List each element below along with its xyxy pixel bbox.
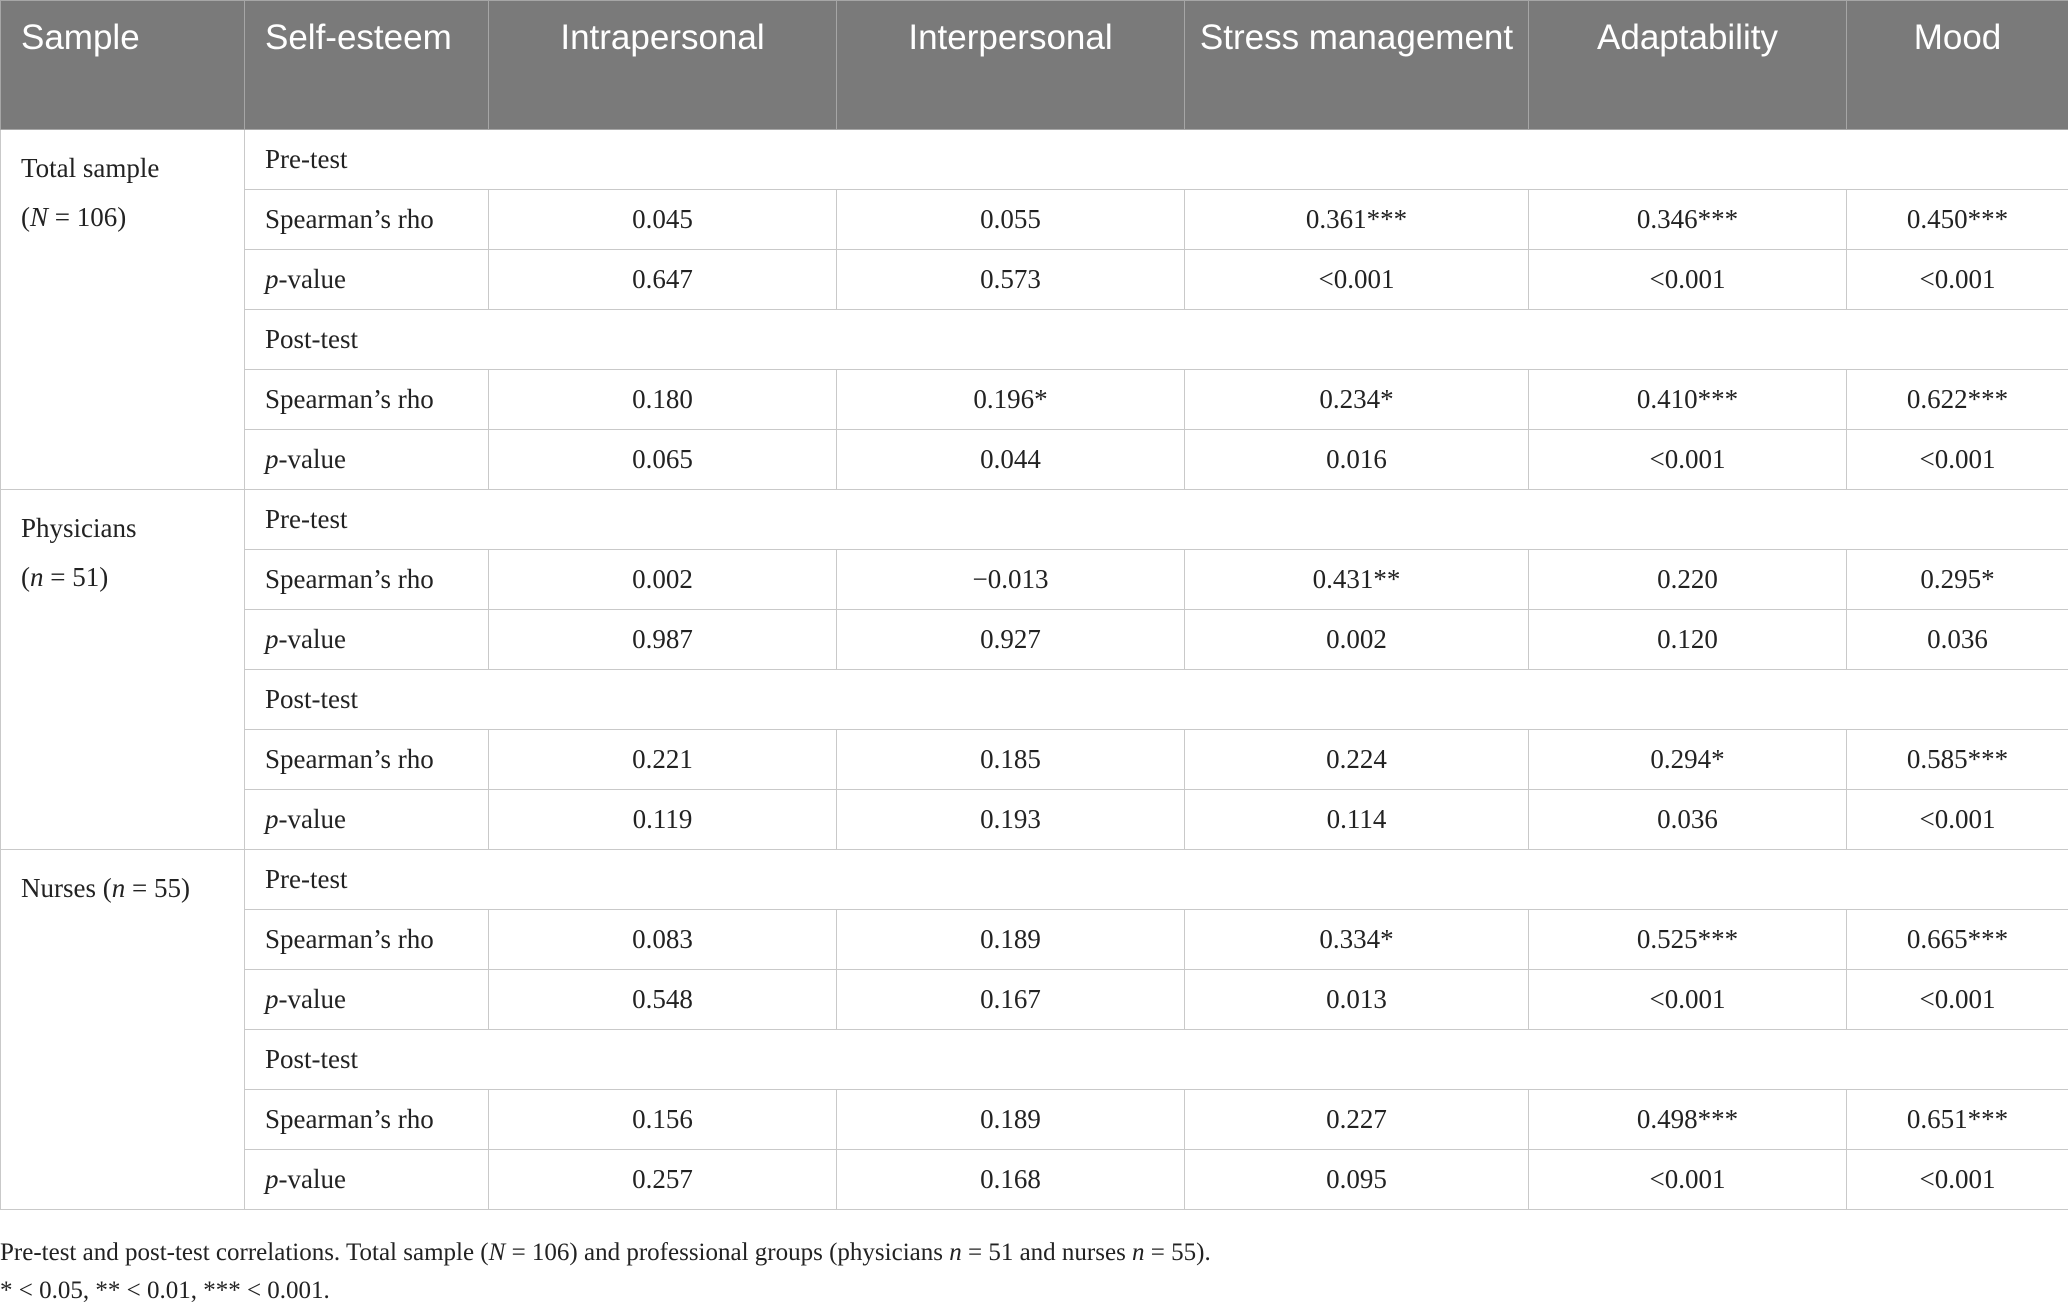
phase-row <box>1 670 2068 730</box>
stat-label-rho: Spearman’s rho <box>245 1090 489 1150</box>
table-row <box>1 430 2068 490</box>
rho-cell: 0.189 <box>837 1090 1185 1150</box>
phase-row <box>1 130 2068 190</box>
p-value-cell: 0.120 <box>1529 610 1847 670</box>
stat-label-rho: Spearman’s rho <box>245 370 489 430</box>
rho-cell: 0.361*** <box>1185 190 1529 250</box>
p-value-cell: <0.001 <box>1529 970 1847 1030</box>
p-value-cell: 0.002 <box>1185 610 1529 670</box>
p-value-cell: <0.001 <box>1847 790 2068 850</box>
table-row <box>1 1150 2068 1210</box>
rho-cell: 0.498*** <box>1529 1090 1847 1150</box>
rho-cell: 0.234* <box>1185 370 1529 430</box>
p-value-cell: 0.013 <box>1185 970 1529 1030</box>
table-row <box>1 370 2068 430</box>
stat-label-rho: Spearman’s rho <box>245 910 489 970</box>
rho-cell: 0.431** <box>1185 550 1529 610</box>
rho-cell: 0.055 <box>837 190 1185 250</box>
phase-label: Pre-test <box>245 850 2068 910</box>
header-adaptability: Adaptability <box>1529 1 1847 130</box>
header-intrapersonal: Intrapersonal <box>489 1 837 130</box>
p-value-cell: <0.001 <box>1847 430 2068 490</box>
rho-cell: 0.622*** <box>1847 370 2068 430</box>
rho-cell: 0.156 <box>489 1090 837 1150</box>
header-interpersonal: Interpersonal <box>837 1 1185 130</box>
stat-label-rho: Spearman’s rho <box>245 730 489 790</box>
phase-label: Post-test <box>245 670 2068 730</box>
rho-cell: 0.185 <box>837 730 1185 790</box>
stat-label-p-value: p-value <box>245 790 489 850</box>
p-value-cell: 0.193 <box>837 790 1185 850</box>
p-value-cell: 0.548 <box>489 970 837 1030</box>
p-value-cell: <0.001 <box>1529 1150 1847 1210</box>
table-row <box>1 610 2068 670</box>
table-row <box>1 910 2068 970</box>
rho-cell: 0.220 <box>1529 550 1847 610</box>
p-value-cell: 0.167 <box>837 970 1185 1030</box>
table-row <box>1 250 2068 310</box>
caption-line-1: Pre-test and post-test correlations. Total sample (N = 106) and professional groups (physicians n = 51 and nurses n = 55). <box>0 1239 1211 1266</box>
rho-cell: 0.002 <box>489 550 837 610</box>
caption-significance-note: * < 0.05, ** < 0.01, *** < 0.001. <box>0 1277 330 1304</box>
sample-group-label: Physicians (n = 51) <box>1 490 245 850</box>
table-caption <box>0 1234 2060 1310</box>
phase-row <box>1 850 2068 910</box>
table-row <box>1 790 2068 850</box>
stat-label-p-value: p-value <box>245 970 489 1030</box>
header-stress-management: Stress management <box>1185 1 1529 130</box>
header-sample: Sample <box>1 1 245 130</box>
rho-cell: 0.450*** <box>1847 190 2068 250</box>
stat-label-p-value: p-value <box>245 430 489 490</box>
rho-cell: 0.180 <box>489 370 837 430</box>
sample-group-label: Total sample (N = 106) <box>1 130 245 490</box>
p-value-cell: <0.001 <box>1185 250 1529 310</box>
p-value-cell: <0.001 <box>1529 250 1847 310</box>
p-value-cell: <0.001 <box>1847 1150 2068 1210</box>
rho-cell: 0.665*** <box>1847 910 2068 970</box>
rho-cell: 0.651*** <box>1847 1090 2068 1150</box>
p-value-cell: 0.927 <box>837 610 1185 670</box>
table-row <box>1 550 2068 610</box>
phase-row <box>1 490 2068 550</box>
rho-cell: 0.585*** <box>1847 730 2068 790</box>
stat-label-p-value: p-value <box>245 250 489 310</box>
table-header <box>1 1 2068 130</box>
p-value-cell: <0.001 <box>1847 970 2068 1030</box>
p-value-cell: 0.036 <box>1529 790 1847 850</box>
phase-row <box>1 310 2068 370</box>
rho-cell: 0.227 <box>1185 1090 1529 1150</box>
phase-label: Pre-test <box>245 490 2068 550</box>
sample-group-label: Nurses (n = 55) <box>1 850 245 1210</box>
table-row <box>1 970 2068 1030</box>
phase-row <box>1 1030 2068 1090</box>
rho-cell: 0.295* <box>1847 550 2068 610</box>
rho-cell: 0.334* <box>1185 910 1529 970</box>
rho-cell: 0.189 <box>837 910 1185 970</box>
table-row <box>1 190 2068 250</box>
table-row <box>1 730 2068 790</box>
p-value-cell: 0.647 <box>489 250 837 310</box>
rho-cell: 0.045 <box>489 190 837 250</box>
stat-label-p-value: p-value <box>245 1150 489 1210</box>
p-value-cell: 0.987 <box>489 610 837 670</box>
rho-cell: 0.224 <box>1185 730 1529 790</box>
rho-cell: −0.013 <box>837 550 1185 610</box>
p-value-cell: 0.114 <box>1185 790 1529 850</box>
p-value-cell: 0.044 <box>837 430 1185 490</box>
p-value-cell: 0.119 <box>489 790 837 850</box>
p-value-cell: 0.257 <box>489 1150 837 1210</box>
rho-cell: 0.525*** <box>1529 910 1847 970</box>
rho-cell: 0.294* <box>1529 730 1847 790</box>
stat-label-rho: Spearman’s rho <box>245 190 489 250</box>
phase-label: Pre-test <box>245 130 2068 190</box>
rho-cell: 0.346*** <box>1529 190 1847 250</box>
p-value-cell: <0.001 <box>1847 250 2068 310</box>
phase-label: Post-test <box>245 310 2068 370</box>
p-value-cell: 0.095 <box>1185 1150 1529 1210</box>
p-value-cell: <0.001 <box>1529 430 1847 490</box>
header-mood: Mood <box>1847 1 2068 130</box>
table-row <box>1 1090 2068 1150</box>
p-value-cell: 0.016 <box>1185 430 1529 490</box>
p-value-cell: 0.168 <box>837 1150 1185 1210</box>
rho-cell: 0.221 <box>489 730 837 790</box>
p-value-cell: 0.065 <box>489 430 837 490</box>
stat-label-rho: Spearman’s rho <box>245 550 489 610</box>
rho-cell: 0.083 <box>489 910 837 970</box>
p-value-cell: 0.036 <box>1847 610 2068 670</box>
header-self-esteem: Self-esteem <box>245 1 489 130</box>
phase-label: Post-test <box>245 1030 2068 1090</box>
rho-cell: 0.196* <box>837 370 1185 430</box>
rho-cell: 0.410*** <box>1529 370 1847 430</box>
table-body <box>1 130 2068 1210</box>
stat-label-p-value: p-value <box>245 610 489 670</box>
p-value-cell: 0.573 <box>837 250 1185 310</box>
